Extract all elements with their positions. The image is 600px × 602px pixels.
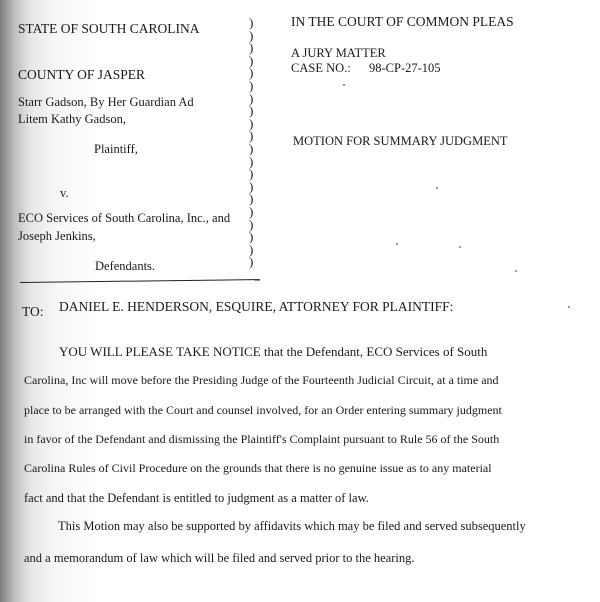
scan-speck [343, 84, 345, 86]
case-number: 98-CP-27-105 [369, 61, 441, 75]
scan-speck [459, 246, 461, 248]
plaintiff-name-line1: Starr Gadson, By Her Guardian Ad [18, 95, 194, 109]
body-paragraph1-line6: fact and that the Defendant is entitled to judgment as a matter of law. [24, 491, 369, 505]
plaintiff-role: Plaintiff, [94, 142, 138, 156]
scan-speck [436, 187, 438, 189]
to-recipient: DANIEL E. HENDERSON, ESQUIRE, ATTORNEY FOR PLAINTIFF: [59, 299, 454, 314]
body-paragraph1-line4: in favor of the Defendant and dismissing the Plaintiff's Complaint pursuant to Rule 56 of the South [24, 432, 500, 446]
caption-underline [20, 279, 260, 283]
to-label: TO: [22, 304, 44, 319]
body-paragraph1-line2: Carolina, Inc will move before the Presiding Judge of the Fourteenth Judicial Circuit, at a time and [24, 373, 499, 387]
case-number-label: CASE NO.: [291, 61, 351, 75]
caption-parentheses: ) ) ) ) ) ) ) ) ) ) ) ) ) ) ) ) ) ) ) ) [249, 15, 254, 270]
defendant-name-line2: Joseph Jenkins, [18, 229, 96, 243]
defendant-role: Defendants. [95, 259, 156, 273]
county-heading: COUNTY OF JASPER [18, 67, 146, 82]
scan-speck [396, 243, 398, 245]
defendant-name-line1: ECO Services of South Carolina, Inc., and [18, 211, 231, 225]
body-paragraph1-line1: YOU WILL PLEASE TAKE NOTICE that the Defendant, ECO Services of South [59, 344, 488, 359]
scan-speck [568, 306, 570, 308]
court-name: IN THE COURT OF COMMON PLEAS [291, 14, 514, 29]
body-paragraph1-line3: place to be arranged with the Court and counsel involved, for an Order entering summary judgment [24, 403, 502, 417]
jury-matter: A JURY MATTER [291, 46, 386, 60]
body-paragraph2-line2: and a memorandum of law which will be filed and served prior to the hearing. [24, 551, 415, 565]
plaintiff-name-line2: Litem Kathy Gadson, [18, 112, 126, 126]
versus-label: v. [60, 186, 69, 200]
state-heading: STATE OF SOUTH CAROLINA [18, 21, 200, 36]
motion-title: MOTION FOR SUMMARY JUDGMENT [293, 134, 508, 148]
body-paragraph1-line5: Carolina Rules of Civil Procedure on the grounds that there is no genuine issue as to any material [24, 461, 492, 475]
body-paragraph2-line1: This Motion may also be supported by affidavits which may be filed and served subsequently [58, 519, 526, 533]
scan-speck [515, 270, 517, 272]
